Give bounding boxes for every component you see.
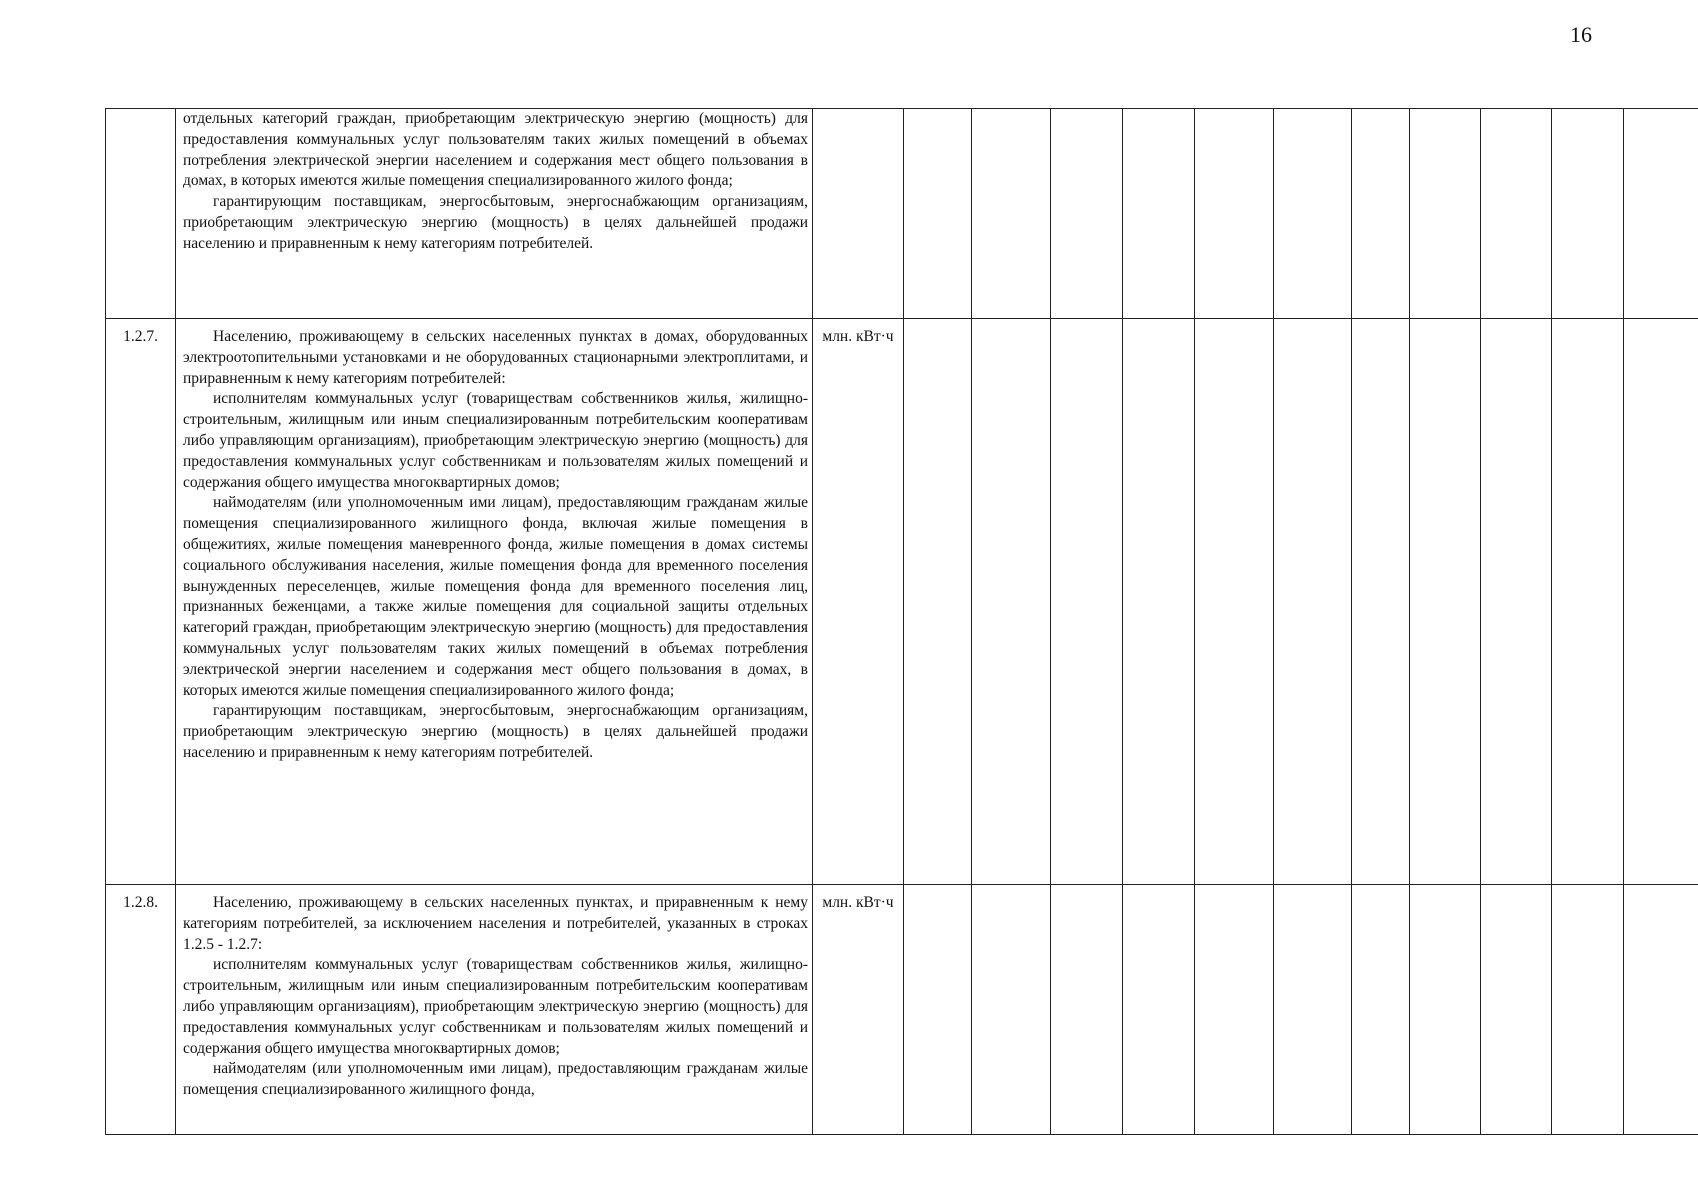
row-number-cell	[106, 109, 176, 319]
value-cell	[1051, 885, 1123, 1135]
table-row	[106, 885, 1698, 1135]
value-cell	[904, 319, 972, 885]
value-cell	[904, 109, 972, 319]
value-cell	[1624, 319, 1698, 885]
value-cell	[1274, 109, 1352, 319]
value-cell	[1195, 319, 1274, 885]
row-description-cell	[176, 885, 813, 1135]
value-cell	[1051, 319, 1123, 885]
paragraph: наймодателям (или уполномоченным ими лицам), предоставляющим гражданам жилые помещения специализированного жилищного фонда, включая жилые помещения в общежитиях, жилые помещения маневренного фонда, жилые помещения в домах системы социального обслуживания населения, жилые помещения фонда для временного поселения вынужденных переселенцев, жилые помещения фонда для временного поселения лиц, признанных беженцами, а также жилые помещения для социальной защиты отдельных категорий граждан, приобретающим электрическую энергию (мощность) для предоставления коммунальных услуг пользователям таких жилых помещений в объемах потребления электрической энергии населением и содержания мест общего пользования в домах, в которых имеются жилые помещения специализированного жилого фонда;	[183, 494, 808, 699]
unit-cell	[813, 109, 904, 319]
value-cell	[1123, 885, 1195, 1135]
value-cell	[1552, 885, 1624, 1135]
value-cell	[1274, 885, 1352, 1135]
value-cell	[972, 109, 1051, 319]
row-description-cell	[176, 319, 813, 885]
value-cell	[1195, 109, 1274, 319]
paragraph: Населению, проживающему в сельских населенных пунктах, и приравненным к нему категориям потребителей, за исключением населения и потребителей, указанных в строках 1.2.5 - 1.2.7:	[183, 894, 808, 953]
data-table	[105, 108, 1698, 1135]
row-number-cell: 1.2.7.	[106, 319, 176, 885]
value-cell	[1051, 109, 1123, 319]
value-cell	[904, 885, 972, 1135]
table-row	[106, 319, 1698, 885]
page-number: 16	[1570, 22, 1592, 47]
value-cell	[1195, 885, 1274, 1135]
value-cell	[1481, 319, 1552, 885]
value-cell	[1624, 885, 1698, 1135]
paragraph: гарантирующим поставщикам, энергосбытовым, энергоснабжающим организациям, приобретающим электрическую энергию (мощность) в целях дальнейшей продажи населению и приравненным к нему категориям потребителей.	[183, 193, 808, 252]
unit-cell: млн. кВт·ч	[813, 885, 904, 1135]
value-cell	[1552, 109, 1624, 319]
value-cell	[1481, 109, 1552, 319]
value-cell	[1410, 885, 1481, 1135]
value-cell	[1624, 109, 1698, 319]
value-cell	[1410, 319, 1481, 885]
row-description-cell	[176, 109, 813, 319]
table-row	[106, 109, 1698, 319]
value-cell	[1352, 319, 1410, 885]
value-cell	[1274, 319, 1352, 885]
paragraph: наймодателям (или уполномоченным ими лицам), предоставляющим гражданам жилые помещения специализированного жилищного фонда,	[183, 1060, 808, 1099]
value-cell	[1352, 109, 1410, 319]
unit-cell: млн. кВт·ч	[813, 319, 904, 885]
value-cell	[972, 319, 1051, 885]
paragraph: исполнителям коммунальных услуг (товариществам собственников жилья, жилищно-строительным, жилищным или иным специализированным потребительским кооперативам либо управляющим организациям), приобретающим электрическую энергию (мощность) для предоставления коммунальных услуг собственникам и пользователям жилых помещений и содержания общего имущества многоквартирных домов;	[183, 390, 808, 491]
paragraph: исполнителям коммунальных услуг (товариществам собственников жилья, жилищно-строительным, жилищным или иным специализированным потребительским кооперативам либо управляющим организациям), приобретающим электрическую энергию (мощность) для предоставления коммунальных услуг собственникам и пользователям жилых помещений и содержания общего имущества многоквартирных домов;	[183, 956, 808, 1057]
value-cell	[1123, 109, 1195, 319]
value-cell	[1123, 319, 1195, 885]
paragraph: гарантирующим поставщикам, энергосбытовым, энергоснабжающим организациям, приобретающим электрическую энергию (мощность) в целях дальнейшей продажи населению и приравненным к нему категориям потребителей.	[183, 702, 808, 761]
value-cell	[1481, 885, 1552, 1135]
value-cell	[1352, 885, 1410, 1135]
row-number-cell: 1.2.8.	[106, 885, 176, 1135]
value-cell	[1552, 319, 1624, 885]
value-cell	[1410, 109, 1481, 319]
value-cell	[972, 885, 1051, 1135]
paragraph: отдельных категорий граждан, приобретающим электрическую энергию (мощность) для предоставления коммунальных услуг пользователям таких жилых помещений в объемах потребления электрической энергии населением и содержания мест общего пользования в домах, в которых имеются жилые помещения специализированного жилого фонда;	[183, 110, 808, 190]
paragraph: Населению, проживающему в сельских населенных пунктах в домах, оборудованных электроотопительными установками и не оборудованных стационарными электроплитами, и приравненным к нему категориям потребителей:	[183, 328, 808, 387]
